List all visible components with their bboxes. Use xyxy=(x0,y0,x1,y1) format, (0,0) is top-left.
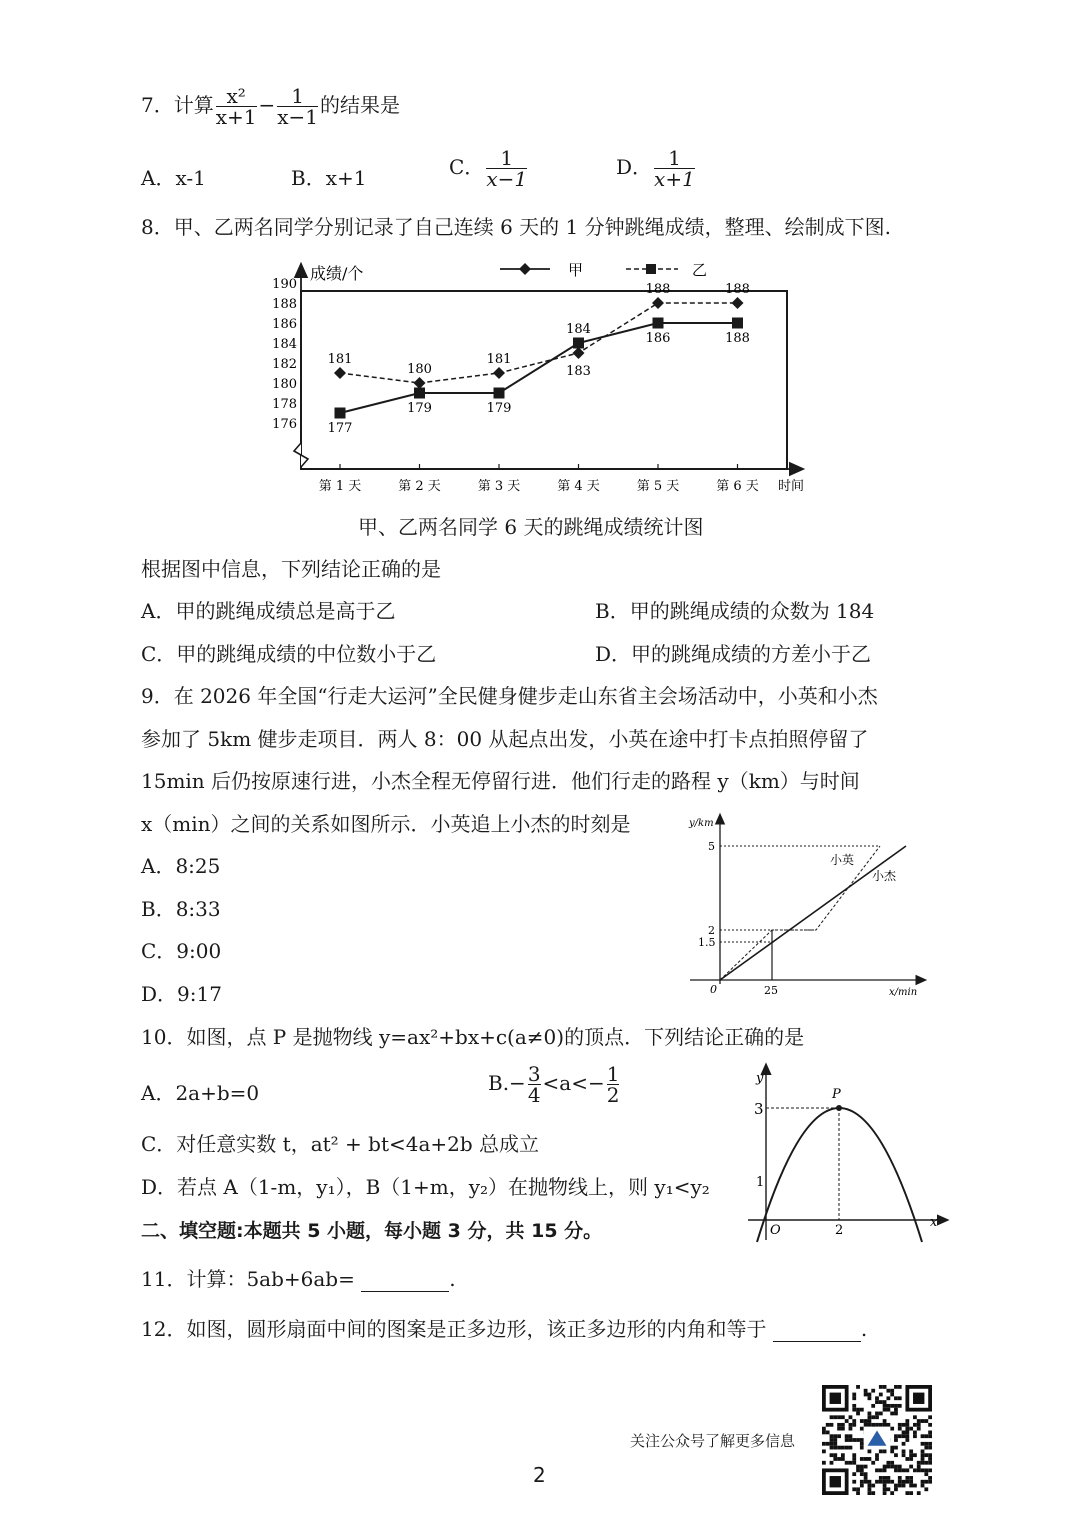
q10-tick-1: 1 xyxy=(756,1175,765,1190)
y-tick-label: 190 xyxy=(272,277,297,292)
x-tick-label: 第 1 天 xyxy=(318,479,362,494)
q10-y-label: y xyxy=(756,1071,764,1086)
y-tick-label: 186 xyxy=(272,317,297,332)
series-jia-point xyxy=(732,297,744,309)
q10-vertex-label: P xyxy=(832,1087,841,1102)
q9-line-3: 15min 后仍按原速行进，小杰全程无停留行进．他们行走的路程 y（km）与时间 xyxy=(141,769,860,793)
q9-y-label: y/km xyxy=(689,818,714,829)
q7-option-c: C． $\frac{1}{x-1}$ xyxy=(449,146,528,191)
q10-vertex-point xyxy=(836,1105,842,1111)
q10-tick-3: 3 xyxy=(754,1100,764,1118)
q7-prefix: 7．计算 xyxy=(141,93,214,117)
x-tick-label: 第 2 天 xyxy=(398,479,441,494)
q9-line-2: 参加了 5km 健步走项目．两人 8：00 从起点出发，小英在途中打卡点拍照停留了 xyxy=(141,727,869,751)
series-yi-line xyxy=(340,323,738,413)
y-tick-label: 182 xyxy=(272,357,297,372)
q7-option-a: A．x-1 xyxy=(141,166,206,190)
axis-break-mark xyxy=(294,443,308,467)
q10-option-a: A．2a+b=0 xyxy=(141,1081,260,1105)
q8-option-b: B．甲的跳绳成绩的众数为 184 xyxy=(595,599,875,623)
q9-distance-time-graph xyxy=(684,812,934,1002)
series-jia-label: 180 xyxy=(407,362,432,377)
x-tick-label: 第 3 天 xyxy=(477,479,521,494)
q9-label-xiaoying: 小英 xyxy=(830,853,855,867)
series-yi-point xyxy=(732,318,743,329)
series-jia-point xyxy=(414,377,426,389)
series-jia-line xyxy=(340,303,738,383)
q9-tick-25: 25 xyxy=(764,984,778,997)
series-yi-label: 177 xyxy=(327,421,353,436)
section-2-heading: 二、填空题:本题共 5 小题，每小题 3 分，共 15 分。 xyxy=(141,1220,603,1242)
series-yi-label: 186 xyxy=(645,331,671,346)
series-jia-point xyxy=(573,347,585,359)
q9-option-a: A．8:25 xyxy=(141,854,221,878)
series-jia-label: 181 xyxy=(327,352,353,367)
q9-label-xiaojie: 小杰 xyxy=(872,869,897,883)
legend-label-jia: 甲 xyxy=(568,261,584,279)
q7-option-d: D． $\frac{1}{x+1}$ xyxy=(616,146,695,191)
q9-tick-5: 5 xyxy=(708,840,715,853)
q9-tick-2: 2 xyxy=(708,924,715,937)
series-yi-point xyxy=(335,408,346,419)
series-yi-label: 188 xyxy=(725,331,750,346)
chart-y-label: 成绩/个 xyxy=(310,264,364,283)
q11-answer-blank[interactable] xyxy=(361,1271,449,1292)
series-jia-point xyxy=(652,297,664,309)
series-yi-point xyxy=(494,388,505,399)
q8-option-a: A．甲的跳绳成绩总是高于乙 xyxy=(141,599,396,623)
chart-frame xyxy=(301,291,787,469)
y-tick-label: 180 xyxy=(272,377,297,392)
q9-line-xiaojie xyxy=(720,846,906,980)
chart-x-label: 时间 xyxy=(778,479,805,494)
q7-fraction-2: $\frac{1}{x-1}$ xyxy=(277,84,319,129)
series-jia-label: 188 xyxy=(725,282,750,297)
series-yi-point xyxy=(653,318,664,329)
q10-stem: 10．如图，点 P 是抛物线 y=ax²+bx+c(a≠0)的顶点．下列结论正确的是 xyxy=(141,1025,805,1049)
q9-origin: 0 xyxy=(710,983,717,996)
q9-option-b: B．8:33 xyxy=(141,897,221,921)
series-yi-point xyxy=(573,338,584,349)
q9-tick-1-5: 1.5 xyxy=(698,936,716,949)
q10-x-label: x xyxy=(930,1215,938,1230)
y-tick-label: 178 xyxy=(272,397,297,412)
q10-option-c: C．对任意实数 t，at² + bt<4a+2b 总成立 xyxy=(141,1132,540,1156)
series-jia-label: 181 xyxy=(486,352,512,367)
q8-stem: 8．甲、乙两名同学分别记录了自己连续 6 天的 1 分钟跳绳成绩，整理、绘制成下图. xyxy=(141,215,891,239)
q8-chart-caption: 甲、乙两名同学 6 天的跳绳成绩统计图 xyxy=(358,515,704,539)
qr-code-icon[interactable] xyxy=(822,1385,932,1495)
q10-option-b: B.− $\frac{3}{4}$ <a<− $\frac{1}{2}$ xyxy=(488,1062,620,1107)
q9-option-d: D．9:17 xyxy=(141,982,222,1006)
q9-line-4: x（min）之间的关系如图所示．小英追上小杰的时刻是 xyxy=(141,812,631,836)
legend-label-yi: 乙 xyxy=(692,261,708,279)
q7-fraction-1: $\frac{\text{x²}}{x+1}$ xyxy=(215,84,257,129)
y-tick-label: 176 xyxy=(272,417,297,432)
q8-option-c: C．甲的跳绳成绩的中位数小于乙 xyxy=(141,642,437,666)
series-yi-label: 179 xyxy=(407,401,432,416)
footer-note: 关注公众号了解更多信息 xyxy=(630,1432,796,1450)
y-tick-label: 188 xyxy=(272,297,297,312)
series-jia-label: 188 xyxy=(645,282,671,297)
q9-x-label: x/min xyxy=(889,987,918,998)
q10-parabola-graph xyxy=(742,1062,950,1248)
q7-suffix: 的结果是 xyxy=(320,93,401,117)
series-jia-label: 183 xyxy=(566,364,591,379)
q12: 12．如图，圆形扇面中间的图案是正多边形，该正多边形的内角和等于 . xyxy=(141,1317,868,1341)
q7-option-b: B．x+1 xyxy=(291,166,367,190)
q8-prompt: 根据图中信息，下列结论正确的是 xyxy=(141,557,441,581)
series-yi-label: 184 xyxy=(566,322,591,337)
legend-marker-jia xyxy=(519,263,531,275)
q9-option-c: C．9:00 xyxy=(141,939,222,963)
q8-line-chart xyxy=(270,255,815,500)
q8-option-d: D．甲的跳绳成绩的方差小于乙 xyxy=(595,642,872,666)
chart-legend xyxy=(500,261,707,279)
q11: 11．计算：5ab+6ab= . xyxy=(141,1267,456,1291)
series-jia-point xyxy=(334,367,346,379)
q9-line-1: 9．在 2026 年全国“行走大运河”全民健身健步走山东省主会场活动中，小英和小杰 xyxy=(141,684,878,708)
series-jia-point xyxy=(493,367,505,379)
x-tick-label: 第 6 天 xyxy=(716,479,759,494)
x-tick-label: 第 4 天 xyxy=(557,479,600,494)
q9-line-xiaoying xyxy=(720,846,880,980)
q10-option-d: D．若点 A（1-m，y₁），B（1+m，y₂）在抛物线上，则 y₁<y₂ xyxy=(141,1175,710,1199)
legend-marker-yi xyxy=(646,264,656,274)
page-number: 2 xyxy=(533,1463,546,1487)
y-tick-label: 184 xyxy=(272,337,297,352)
q10-tick-2: 2 xyxy=(835,1223,844,1238)
q12-answer-blank[interactable] xyxy=(773,1321,861,1342)
q7-stem: 7．计算 $\frac{\text{x²}}{x+1}$ − $\frac{1}{x-1}$ 的结果是 xyxy=(141,84,401,129)
q10-origin: O xyxy=(770,1223,781,1238)
series-yi-label: 179 xyxy=(486,401,512,416)
series-yi-point xyxy=(414,388,425,399)
x-tick-label: 第 5 天 xyxy=(636,479,680,494)
